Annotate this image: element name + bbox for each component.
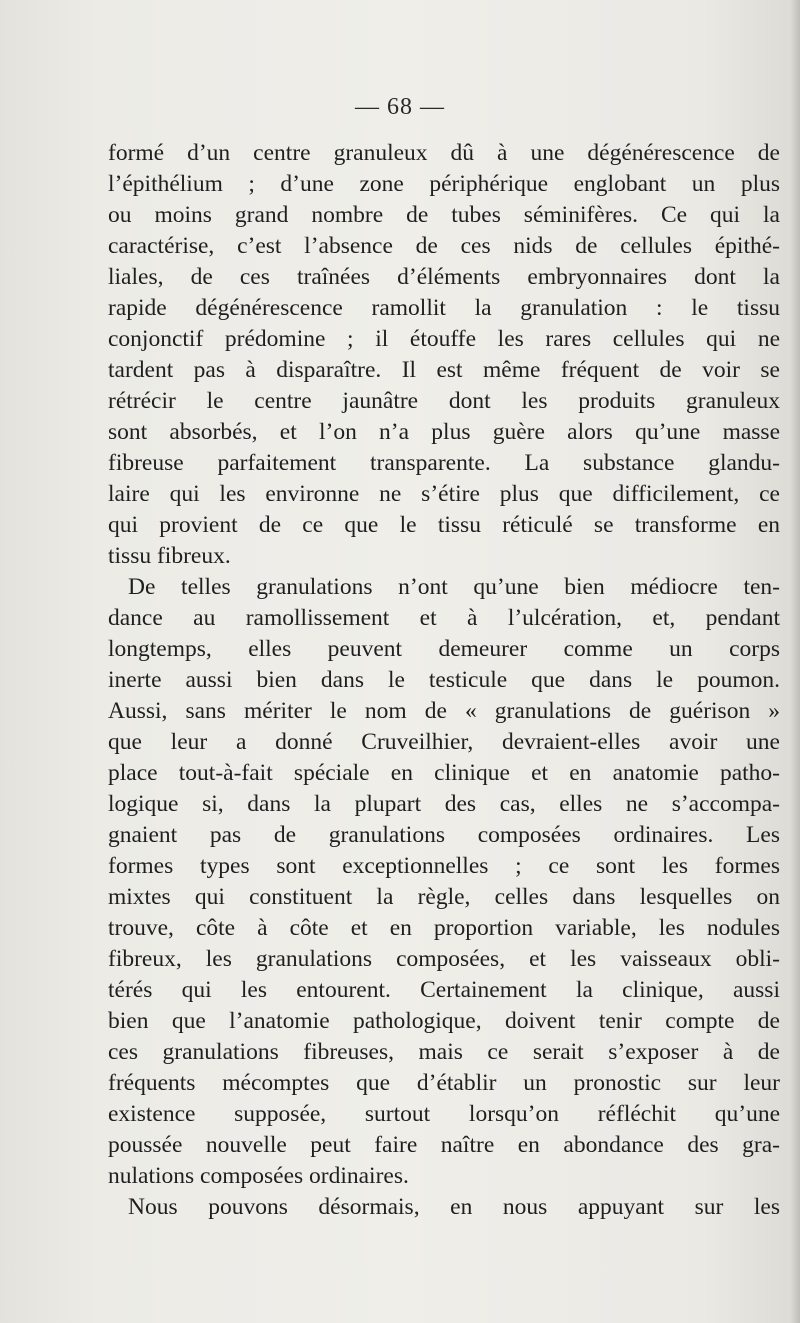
page-edge-shadow: [790, 0, 800, 1323]
text-line: bien que l’anatomie pathologique, doivent tenir compte de: [108, 1008, 780, 1034]
text-line: l’épithélium ; d’une zone périphérique englobant un plus: [108, 171, 780, 197]
text-line: térés qui les entourent. Certainement la clinique, aussi: [108, 977, 780, 1003]
text-line: gnaient pas de granulations composées ordinaires. Les: [108, 822, 780, 848]
text-line: fibreuse parfaitement transparente. La substance glandu-: [108, 450, 780, 476]
text-line: fibreux, les granulations composées, et les vaisseaux obli-: [108, 946, 780, 972]
text-line: ou moins grand nombre de tubes séminifères. Ce qui la: [108, 202, 780, 228]
text-line: sont absorbés, et l’on n’a plus guère alors qu’une masse: [108, 419, 780, 445]
text-line: liales, de ces traînées d’éléments embryonnaires dont la: [108, 264, 780, 290]
text-line: ces granulations fibreuses, mais ce serait s’exposer à de: [108, 1039, 780, 1065]
text-line: tissu fibreux.: [108, 543, 231, 569]
text-line: logique si, dans la plupart des cas, elles ne s’accompa-: [108, 791, 780, 817]
text-line: qui provient de ce que le tissu réticulé se transforme en: [108, 512, 780, 538]
text-line: rétrécir le centre jaunâtre dont les produits granuleux: [108, 388, 780, 414]
text-line: Nous pouvons désormais, en nous appuyant sur les: [128, 1194, 780, 1220]
text-line: dance au ramollissement et à l’ulcération, et, pendant: [108, 605, 780, 631]
text-line: mixtes qui constituent la règle, celles dans lesquelles on: [108, 884, 780, 910]
text-line: laire qui les environne ne s’étire plus que difficilement, ce: [108, 481, 780, 507]
text-line: longtemps, elles peuvent demeurer comme un corps: [108, 636, 780, 662]
text-line: que leur a donné Cruveilhier, devraient-elles avoir une: [108, 729, 780, 755]
page-number: — 68 —: [355, 94, 445, 120]
text-line: tardent pas à disparaître. Il est même fréquent de voir se: [108, 357, 780, 383]
text-line: fréquents mécomptes que d’établir un pronostic sur leur: [108, 1070, 780, 1096]
text-line: formes types sont exceptionnelles ; ce sont les formes: [108, 853, 780, 879]
text-line: nulations composées ordinaires.: [108, 1163, 409, 1189]
text-line: trouve, côte à côte et en proportion variable, les nodules: [108, 915, 780, 941]
text-line: De telles granulations n’ont qu’une bien médiocre ten-: [128, 574, 780, 600]
text-line: poussée nouvelle peut faire naître en abondance des gra-: [108, 1132, 780, 1158]
text-line: inerte aussi bien dans le testicule que dans le poumon.: [108, 667, 780, 693]
text-line: formé d’un centre granuleux dû à une dégénérescence de: [108, 140, 780, 166]
text-line: conjonctif prédomine ; il étouffe les rares cellules qui ne: [108, 326, 780, 352]
text-line: rapide dégénérescence ramollit la granulation : le tissu: [108, 295, 780, 321]
text-line: place tout-à-fait spéciale en clinique et en anatomie patho-: [108, 760, 780, 786]
text-line: existence supposée, surtout lorsqu’on réfléchit qu’une: [108, 1101, 780, 1127]
text-line: Aussi, sans mériter le nom de « granulations de guérison »: [108, 698, 780, 724]
text-line: caractérise, c’est l’absence de ces nids de cellules épithé-: [108, 233, 780, 259]
body-text: [108, 138, 780, 1223]
